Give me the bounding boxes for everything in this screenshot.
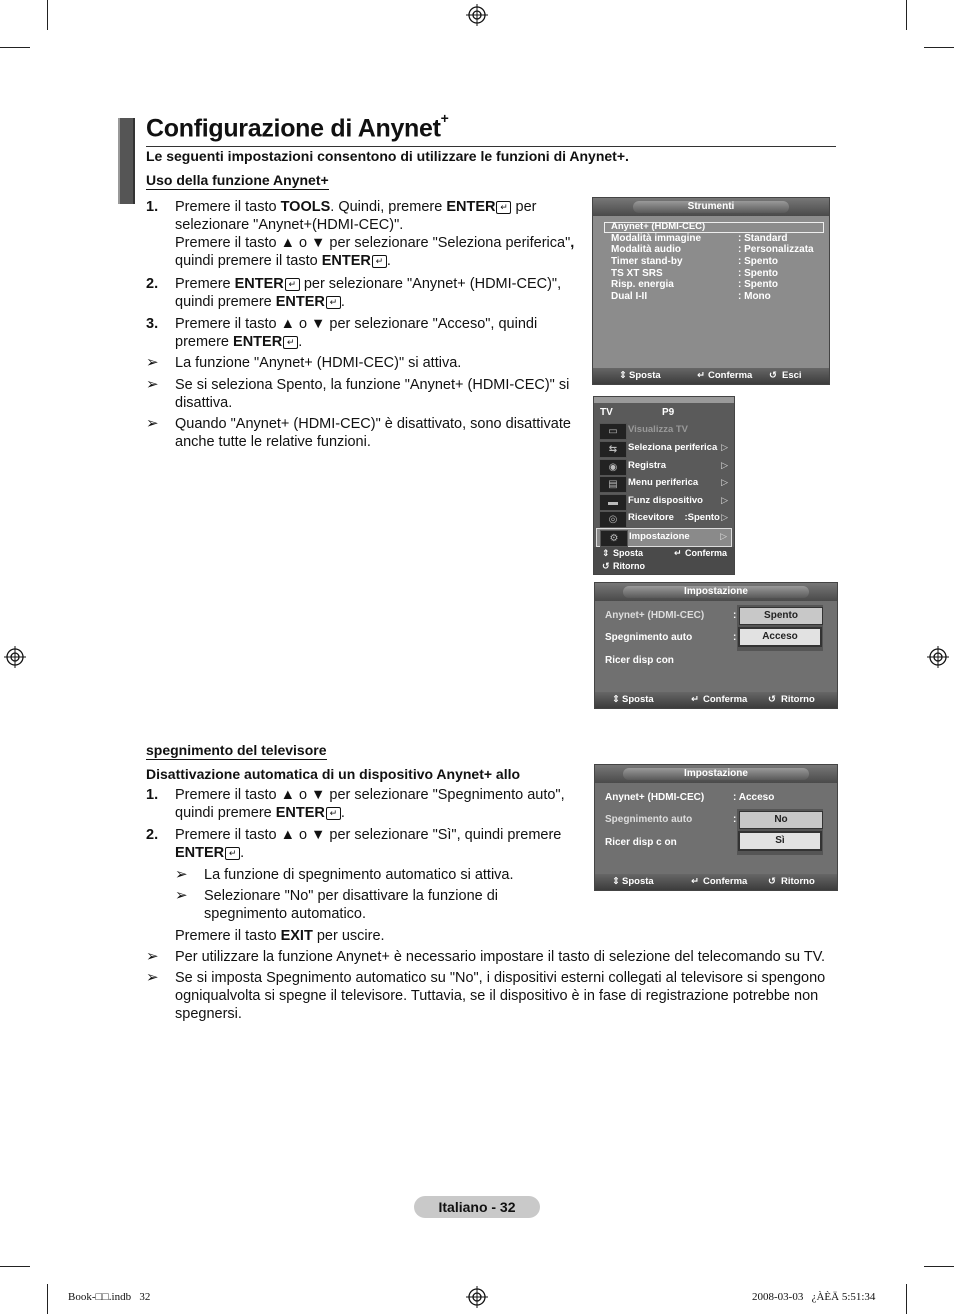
note-text: Per utilizzare la funzione Anynet+ è necessario impostare il tasto di selezione del telecomando su TV. [175, 949, 826, 965]
osd-row-value: : Spento [738, 256, 778, 267]
step-number: 1. [146, 199, 159, 215]
option-spento[interactable]: Spento [739, 607, 823, 625]
osd-row-label: Ricer disp c on [605, 837, 677, 848]
section-heading: Uso della funzione Anynet+ [146, 172, 329, 188]
enter-icon: ↵ [285, 278, 300, 291]
crop-mark [47, 1284, 48, 1314]
registration-mark-icon [466, 4, 488, 26]
enter-icon: ↵ [225, 847, 240, 860]
menu-item-funz-dispositivo[interactable]: ▬ Funz dispositivo ▷ [596, 493, 732, 510]
osd-source: TV [600, 407, 613, 418]
arrow-right-icon: ▷ [721, 460, 728, 470]
step-text: Premere il tasto ▲ o ▼ per selezionare "Spegnimento auto", quindi premere ENTER ↵ . [175, 787, 565, 821]
back-icon: ↺ [602, 561, 610, 571]
note-text: Se si imposta Spegnimento automatico su "No", i dispositivi esterni collegati al televisore si spengono ogniqualvolta si spegne il televisore. Tuttavia, se il dispositivo è in fase di registrazione potrebbe non spegnersi. [175, 970, 826, 1022]
osd-row-value: : Acceso [733, 792, 775, 803]
osd-row-label: Timer stand-by [611, 256, 683, 267]
step-number: 1. [146, 787, 159, 803]
enter-icon: ↵ [496, 201, 511, 214]
page-number-badge: Italiano - 32 [414, 1196, 540, 1218]
receiver-icon: ◎ [599, 511, 627, 528]
settings-icon: ⚙ [600, 530, 628, 547]
osd-top-strip [594, 397, 734, 403]
registration-mark-icon [927, 646, 949, 668]
crop-mark [924, 47, 954, 48]
enter-icon: ↵ [326, 807, 341, 820]
note-text: La funzione di spegnimento automatico si attiva. [204, 867, 514, 883]
osd-header [595, 583, 837, 601]
crop-mark [0, 47, 30, 48]
enter-icon: ↵ [691, 876, 699, 887]
crop-mark [906, 0, 907, 30]
enter-icon: ↵ [283, 336, 298, 349]
device-icon: ⇆ [599, 441, 627, 458]
step-text: Premere il tasto TOOLS. Quindi, premere ENTER ↵ per selezionare "Anynet+(HDMI-CEC)". Premere il tasto ▲ o ▼ per selezionare "Seleziona periferica", quindi premere il tasto ENTER ↵ . [175, 199, 575, 269]
arrow-right-icon: ▷ [721, 512, 728, 522]
arrow-right-icon: ▷ [721, 495, 728, 505]
osd-row-value: : Spento [738, 279, 778, 290]
osd-row-label: Ricer disp con [605, 655, 674, 666]
move-icon: ⇕ [602, 548, 610, 558]
back-icon: ↺ [768, 876, 776, 887]
step-number: 2. [146, 276, 159, 292]
enter-icon: ↵ [697, 370, 705, 381]
note-text: Quando "Anynet+ (HDMI-CEC)" è disattivato, sono disattivate anche tutte le relative funzioni. [175, 416, 571, 450]
menu-item-registra[interactable]: ◉ Registra ▷ [596, 458, 732, 475]
note-arrow-icon: ➢ [175, 866, 188, 883]
osd-footer: ⇕ Sposta ↵ Conferma ↺ Ritorno [595, 692, 837, 708]
enter-icon: ↵ [372, 255, 387, 268]
tv-icon: ▭ [599, 423, 627, 440]
title-divider [146, 146, 836, 147]
osd-row-label: Anynet+ (HDMI-CEC) [605, 792, 705, 803]
page-title: Configurazione di Anynet+ [146, 110, 449, 143]
osd-row-value: : Mono [738, 291, 771, 302]
osd-colon: : [733, 632, 737, 643]
option-no[interactable]: No [739, 811, 823, 829]
osd-channel: P9 [662, 407, 675, 418]
registration-mark-icon [466, 1286, 488, 1308]
setup-screen-2 [594, 764, 838, 891]
osd-header-title: Impostazione [623, 586, 809, 598]
option-si[interactable]: Sì [738, 831, 822, 851]
title-bar-decoration [118, 118, 135, 204]
note-arrow-icon: ➢ [146, 376, 159, 393]
step-text: Premere il tasto ▲ o ▼ per selezionare "Sì", quindi premere ENTER ↵ . [175, 827, 562, 861]
enter-icon: ↵ [326, 296, 341, 309]
note-arrow-icon: ➢ [146, 415, 159, 432]
menu-item-seleziona-periferica[interactable]: ⇆ Seleziona periferica ▷ [596, 440, 732, 457]
note-text: Se si seleziona Spento, la funzione "Anynet+ (HDMI-CEC)" si disattiva. [175, 377, 570, 411]
menu-item-visualizza-tv[interactable]: ▭ Visualizza TV [596, 422, 732, 439]
arrow-right-icon: ▷ [720, 531, 727, 541]
subheading: Disattivazione automatica di un dispositivo Anynet+ allo [146, 766, 521, 782]
exit-icon: ↺ [769, 370, 777, 381]
osd-footer: ⇕ Sposta ↵ Conferma ↺ Ritorno [595, 874, 837, 890]
move-icon: ⇕ [619, 370, 627, 381]
note-arrow-icon: ➢ [146, 969, 159, 986]
osd-header [595, 765, 837, 783]
record-icon: ◉ [599, 459, 627, 476]
osd-colon: : [733, 814, 737, 825]
anynet-menu-screen [593, 396, 735, 575]
menu-item-menu-periferica[interactable]: ▤ Menu periferica ▷ [596, 475, 732, 492]
osd-row-label: Anynet+ (HDMI-CEC) [611, 221, 706, 232]
crop-mark [47, 0, 48, 30]
function-icon: ▬ [599, 494, 627, 511]
osd-row-label: Spegnimento auto [605, 814, 693, 825]
menu-item-impostazione[interactable]: ⚙ Impostazione ▷ [596, 528, 732, 547]
menu-icon: ▤ [599, 476, 627, 493]
print-slug-right: 2008-03-03 ¿ÀÈÄ 5:51:34 [752, 1291, 876, 1303]
osd-header-title: Impostazione [623, 768, 809, 780]
print-slug-left: Book-□□.indb 32 [68, 1291, 151, 1303]
osd-row-label: TS XT SRS [611, 268, 663, 279]
osd-row-label: Risp. energia [611, 279, 674, 290]
intro-text: Le seguenti impostazioni consentono di utilizzare le funzioni di Anynet+. [146, 148, 629, 164]
tools-menu-screen [592, 197, 830, 385]
osd-footer: ⇕ Sposta ↵ Conferma ↺ Ritorno [594, 547, 734, 574]
crop-mark [906, 1284, 907, 1314]
note-arrow-icon: ➢ [146, 354, 159, 371]
move-icon: ⇕ [612, 694, 620, 705]
osd-row-value: : Standard [738, 233, 788, 244]
step-text: Premere il tasto ▲ o ▼ per selezionare "Acceso", quindi premere ENTER ↵ . [175, 316, 538, 350]
setup-screen-1 [594, 582, 838, 709]
step-number: 2. [146, 827, 159, 843]
exit-instruction: Premere il tasto EXIT per uscire. [175, 928, 385, 944]
osd-row-label: Spegnimento auto [605, 632, 693, 643]
osd-row-label: Modalità audio [611, 244, 681, 255]
note-text: La funzione "Anynet+ (HDMI-CEC)" si attiva. [175, 355, 462, 371]
option-acceso[interactable]: Acceso [738, 627, 822, 647]
arrow-right-icon: ▷ [721, 442, 728, 452]
osd-header [593, 198, 829, 216]
arrow-right-icon: ▷ [721, 477, 728, 487]
step-text: Premere ENTER ↵ per selezionare "Anynet+ (HDMI-CEC)", quindi premere ENTER ↵ . [175, 276, 562, 310]
enter-icon: ↵ [691, 694, 699, 705]
osd-row-value: : Spento [738, 268, 778, 279]
note-arrow-icon: ➢ [175, 887, 188, 904]
osd-row-label: Modalità immagine [611, 233, 702, 244]
osd-footer: ⇕ Sposta ↵ Conferma ↺ Esci [593, 368, 829, 384]
crop-mark [924, 1266, 954, 1267]
osd-colon: : [733, 610, 737, 621]
section-heading: spegnimento del televisore [146, 742, 327, 758]
menu-item-ricevitore[interactable]: ◎ Ricevitore :Spento ▷ [596, 510, 732, 527]
note-text: Selezionare "No" per disattivare la funzione di spegnimento automatico. [204, 888, 499, 922]
osd-header-title: Strumenti [633, 201, 789, 213]
crop-mark [0, 1266, 30, 1267]
step-number: 3. [146, 316, 159, 332]
osd-row-label: Anynet+ (HDMI-CEC) [605, 610, 705, 621]
osd-row-value: : Personalizzata [738, 244, 814, 255]
registration-mark-icon [4, 646, 26, 668]
back-icon: ↺ [768, 694, 776, 705]
note-arrow-icon: ➢ [146, 948, 159, 965]
move-icon: ⇕ [612, 876, 620, 887]
osd-row-label: Dual I-II [611, 291, 648, 302]
enter-icon: ↵ [674, 548, 682, 558]
